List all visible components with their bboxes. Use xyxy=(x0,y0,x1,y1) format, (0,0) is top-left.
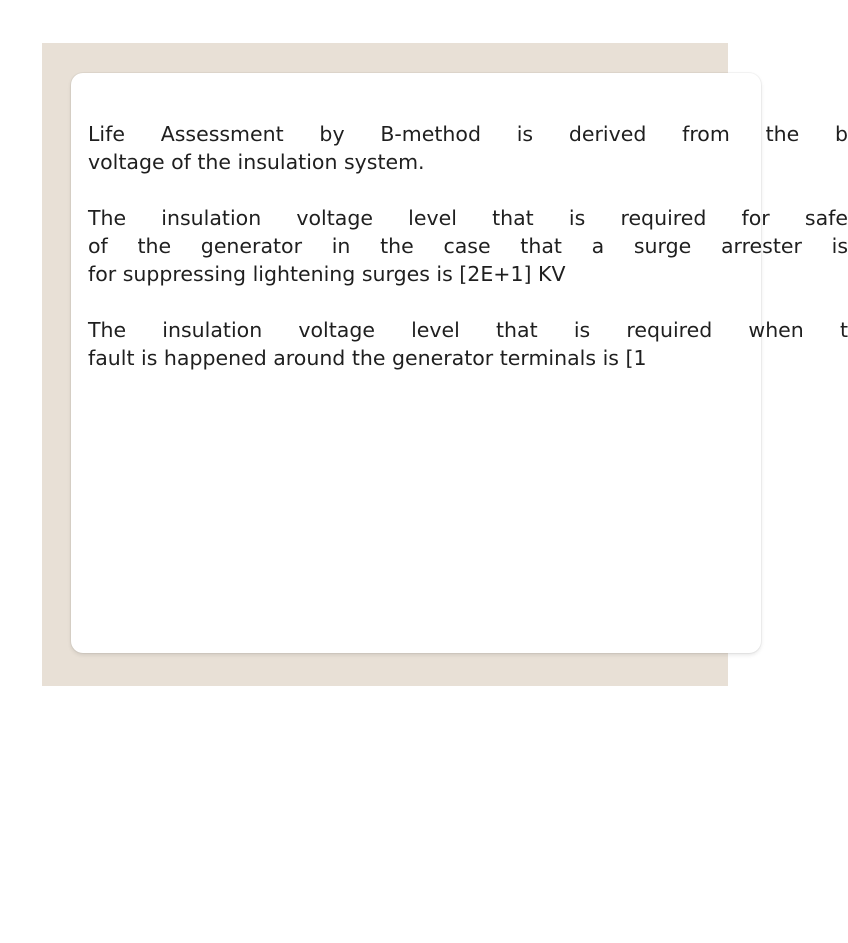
text-line: fault is happened around the generator terminals is [1 xyxy=(88,346,647,370)
paragraph-terminal-fault xyxy=(88,316,848,372)
paragraph-b-method xyxy=(88,120,848,176)
text-line: The insulation voltage level that is required when t xyxy=(88,318,848,342)
text-line: of the generator in the case that a surge arrester is xyxy=(88,234,848,258)
text-line: voltage of the insulation system. xyxy=(88,150,425,174)
text-line: The insulation voltage level that is required for safe xyxy=(88,206,848,230)
paragraph-surge-arrester xyxy=(88,204,848,288)
text-line: for suppressing lightening surges is [2E+1] KV xyxy=(88,262,566,286)
slide-body xyxy=(88,120,848,400)
text-line: Life Assessment by B-method is derived from the b xyxy=(88,122,848,146)
